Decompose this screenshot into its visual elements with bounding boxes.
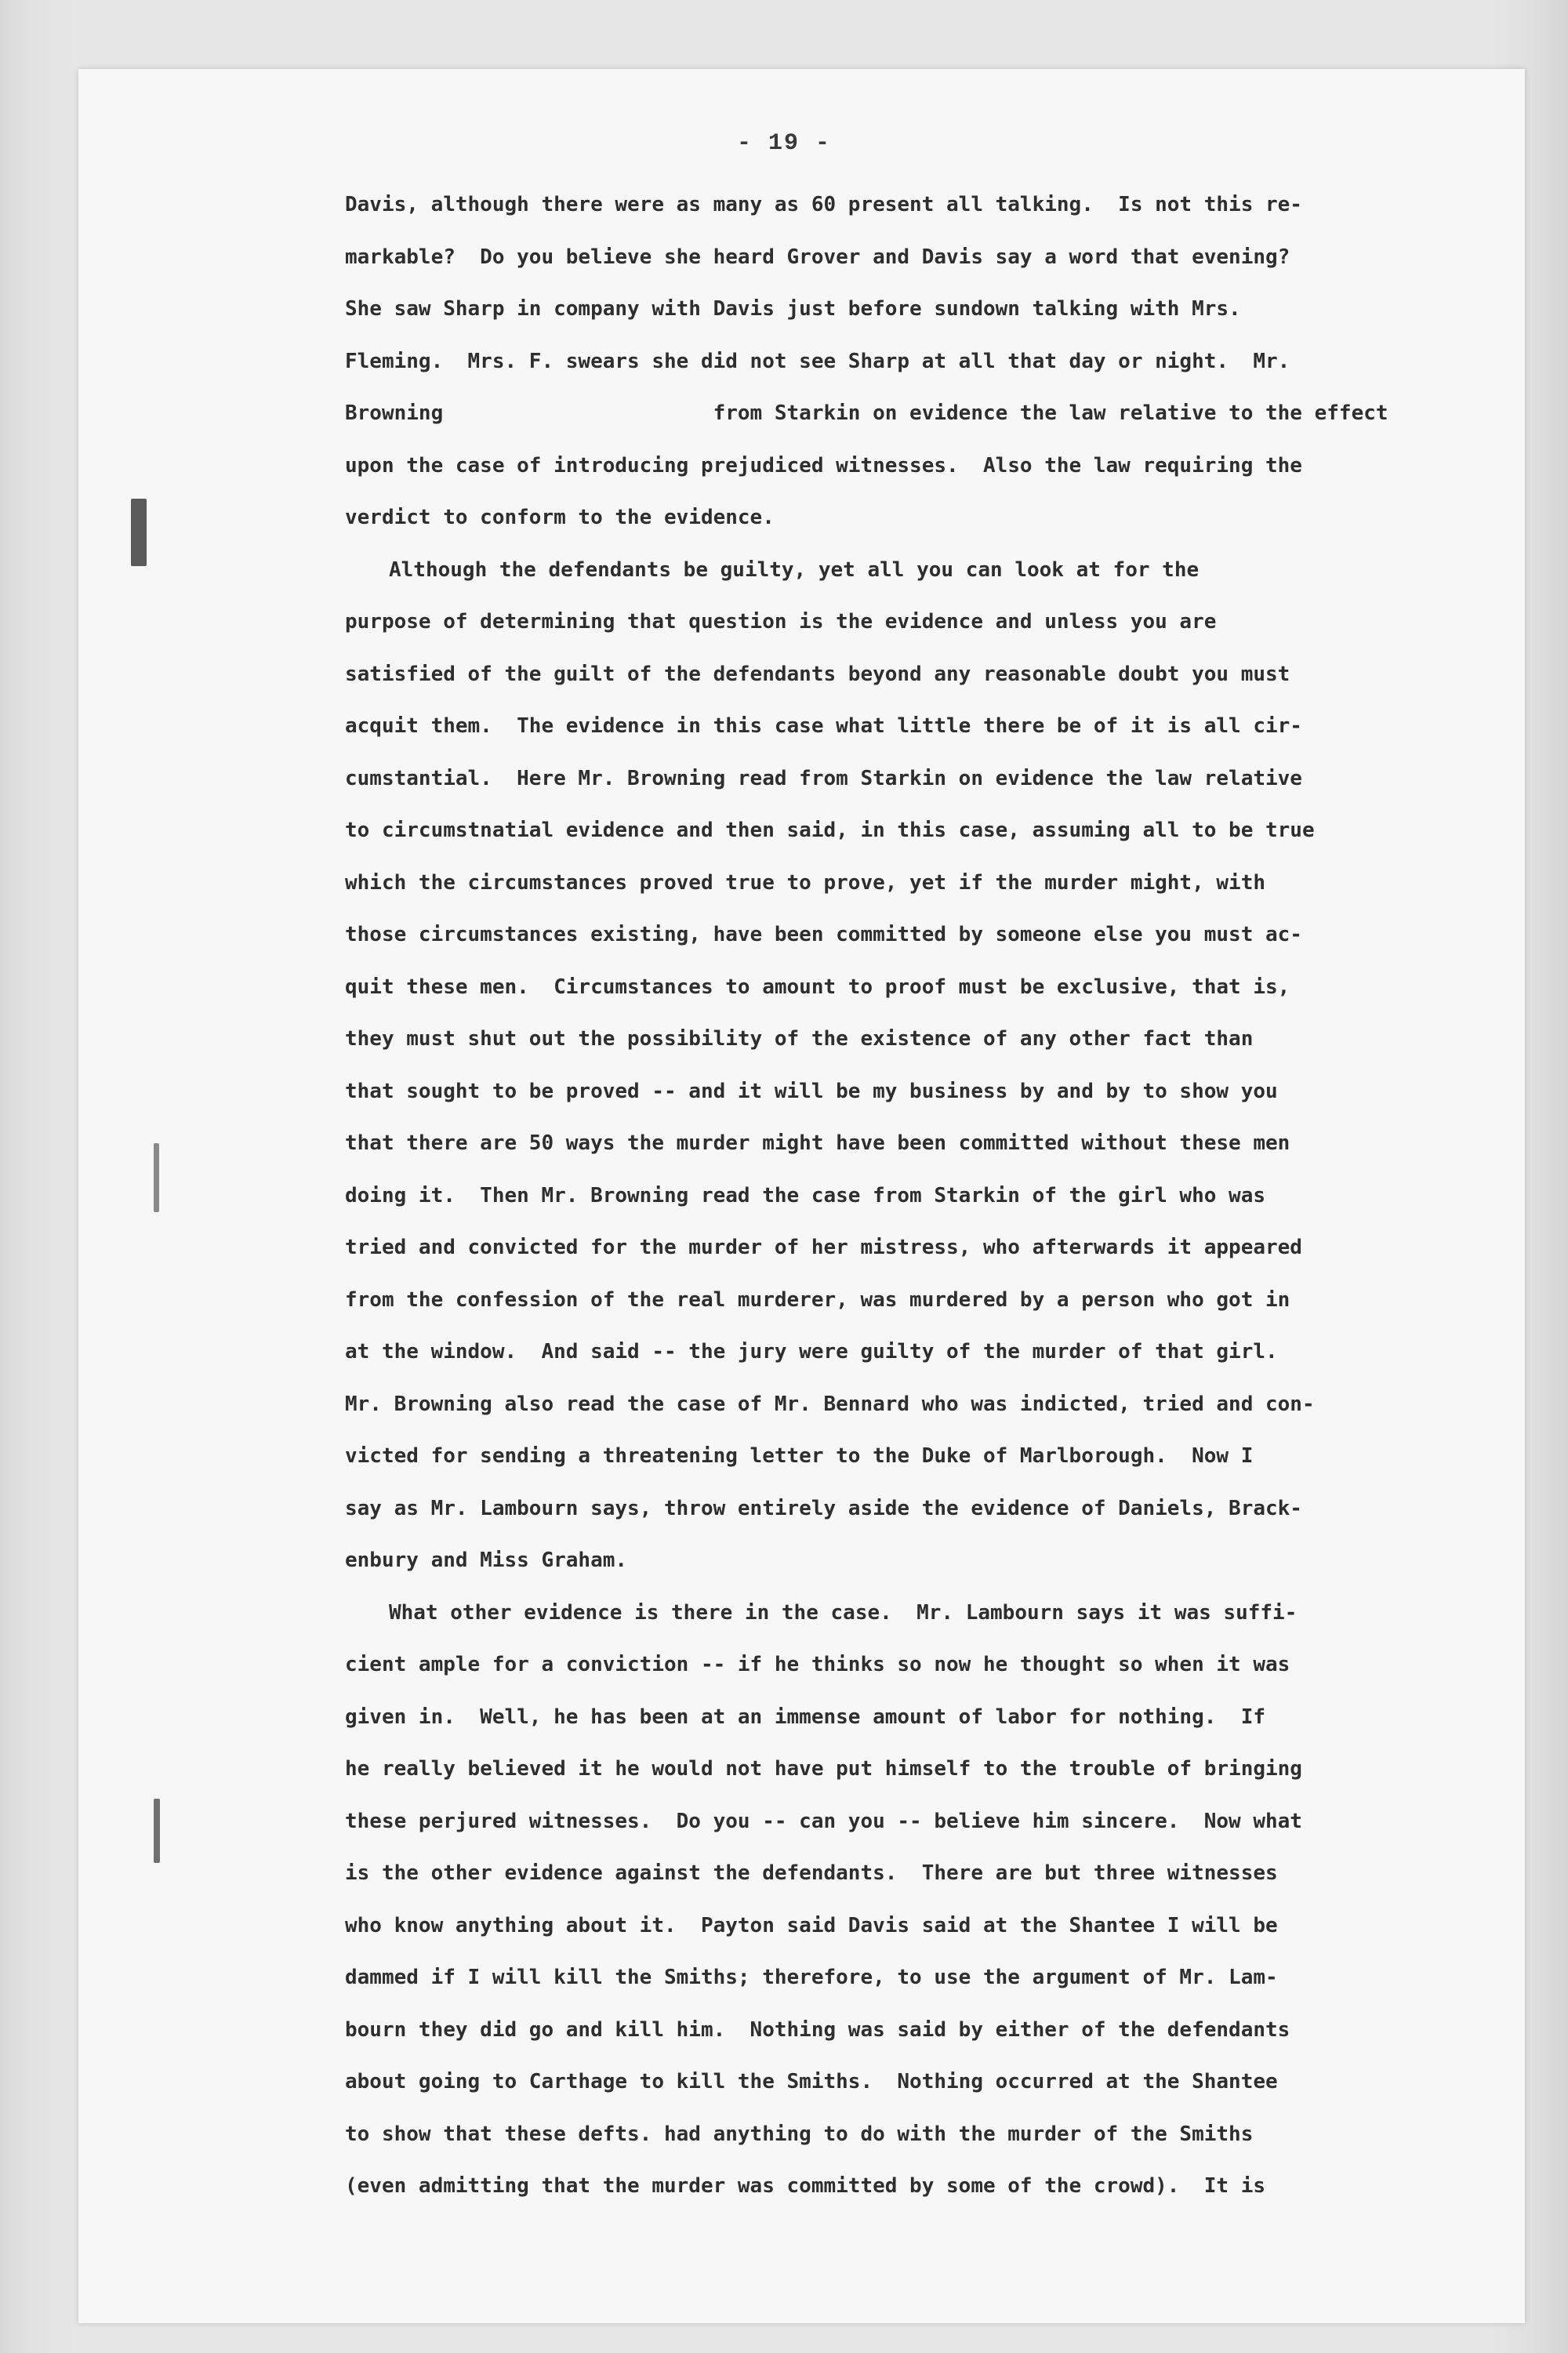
text-line: doing it. Then Mr. Browning read the case from Starkin of the girl who was	[345, 1183, 1265, 1207]
text-line: Browning from Starkin on evidence the law relative to the effect	[345, 401, 1388, 425]
text-line: Davis, although there were as many as 60 present all talking. Is not this re-	[345, 193, 1302, 216]
text-line: (even admitting that the murder was committed by some of the crowd). It is	[345, 2174, 1265, 2198]
text-line: say as Mr. Lambourn says, throw entirely aside the evidence of Daniels, Brack-	[345, 1496, 1302, 1520]
text-line: who know anything about it. Payton said Davis said at the Shantee I will be	[345, 1913, 1278, 1937]
text-line: Fleming. Mrs. F. swears she did not see Sharp at all that day or night. Mr.	[345, 349, 1290, 373]
text-line: cient ample for a conviction -- if he thinks so now he thought so when it was	[345, 1653, 1290, 1676]
text-line: which the circumstances proved true to prove, yet if the murder might, with	[345, 870, 1265, 895]
text-line: is the other evidence against the defendants. There are but three witnesses	[345, 1861, 1278, 1885]
text-line: tried and convicted for the murder of her mistress, who afterwards it appeared	[345, 1236, 1302, 1259]
text-line: that there are 50 ways the murder might have been committed without these men	[345, 1131, 1290, 1155]
text-line: victed for sending a threatening letter to the Duke of Marlborough. Now I	[345, 1444, 1254, 1468]
text-line: purpose of determining that question is the evidence and unless you are	[345, 610, 1217, 634]
text-line: those circumstances existing, have been committed by someone else you must ac-	[345, 923, 1302, 946]
binder-mark-top	[131, 499, 147, 566]
text-line: markable? Do you believe she heard Grover and Davis say a word that evening?	[345, 245, 1290, 269]
text-line: at the window. And said -- the jury were guilty of the murder of that girl.	[345, 1340, 1278, 1364]
paragraph-start-line: What other evidence is there in the case. Mr. Lambourn says it was suffi-	[389, 1600, 1298, 1625]
paragraph-start-line: Although the defendants be guilty, yet all you can look at for the	[389, 557, 1200, 582]
text-line: satisfied of the guilt of the defendants beyond any reasonable doubt you must	[345, 662, 1290, 686]
text-line: to circumstnatial evidence and then said, in this case, assuming all to be true	[345, 819, 1315, 842]
text-line: to show that these defts. had anything to do with the murder of the Smiths	[345, 2122, 1254, 2146]
text-line: cumstantial. Here Mr. Browning read from Starkin on evidence the law relative	[345, 766, 1302, 790]
text-line: about going to Carthage to kill the Smiths. Nothing occurred at the Shantee	[345, 2070, 1278, 2093]
text-line: bourn they did go and kill him. Nothing was said by either of the defendants	[345, 2017, 1290, 2042]
text-line: enbury and Miss Graham.	[345, 1549, 628, 1572]
binder-mark-bottom	[154, 1799, 160, 1863]
text-line: given in. Well, he has been at an immense amount of labor for nothing. If	[345, 1705, 1265, 1729]
text-line: upon the case of introducing prejudiced witnesses. Also the law requiring the	[345, 453, 1302, 477]
text-line: dammed if I will kill the Smiths; therefore, to use the argument of Mr. Lam-	[345, 1966, 1278, 1989]
typed-body-text	[345, 179, 1490, 2213]
text-line: that sought to be proved -- and it will be my business by and by to show you	[345, 1079, 1278, 1103]
text-line: they must shut out the possibility of the existence of any other fact than	[345, 1027, 1254, 1051]
text-line: acquit them. The evidence in this case what little there be of it is all cir-	[345, 714, 1302, 738]
page-number: - 19 -	[736, 130, 832, 157]
text-line: verdict to conform to the evidence.	[345, 506, 775, 529]
text-line: Mr. Browning also read the case of Mr. Bennard who was indicted, tried and con-	[345, 1392, 1315, 1416]
text-line: from the confession of the real murderer, was murdered by a person who got in	[345, 1287, 1290, 1312]
binder-mark-middle	[154, 1143, 159, 1212]
text-line: these perjured witnesses. Do you -- can you -- believe him sincere. Now what	[345, 1809, 1302, 1833]
text-line: he really believed it he would not have put himself to the trouble of bringing	[345, 1757, 1302, 1781]
text-line: quit these men. Circumstances to amount to proof must be exclusive, that is,	[345, 975, 1290, 999]
text-line: She saw Sharp in company with Davis just before sundown talking with Mrs.	[345, 297, 1241, 321]
